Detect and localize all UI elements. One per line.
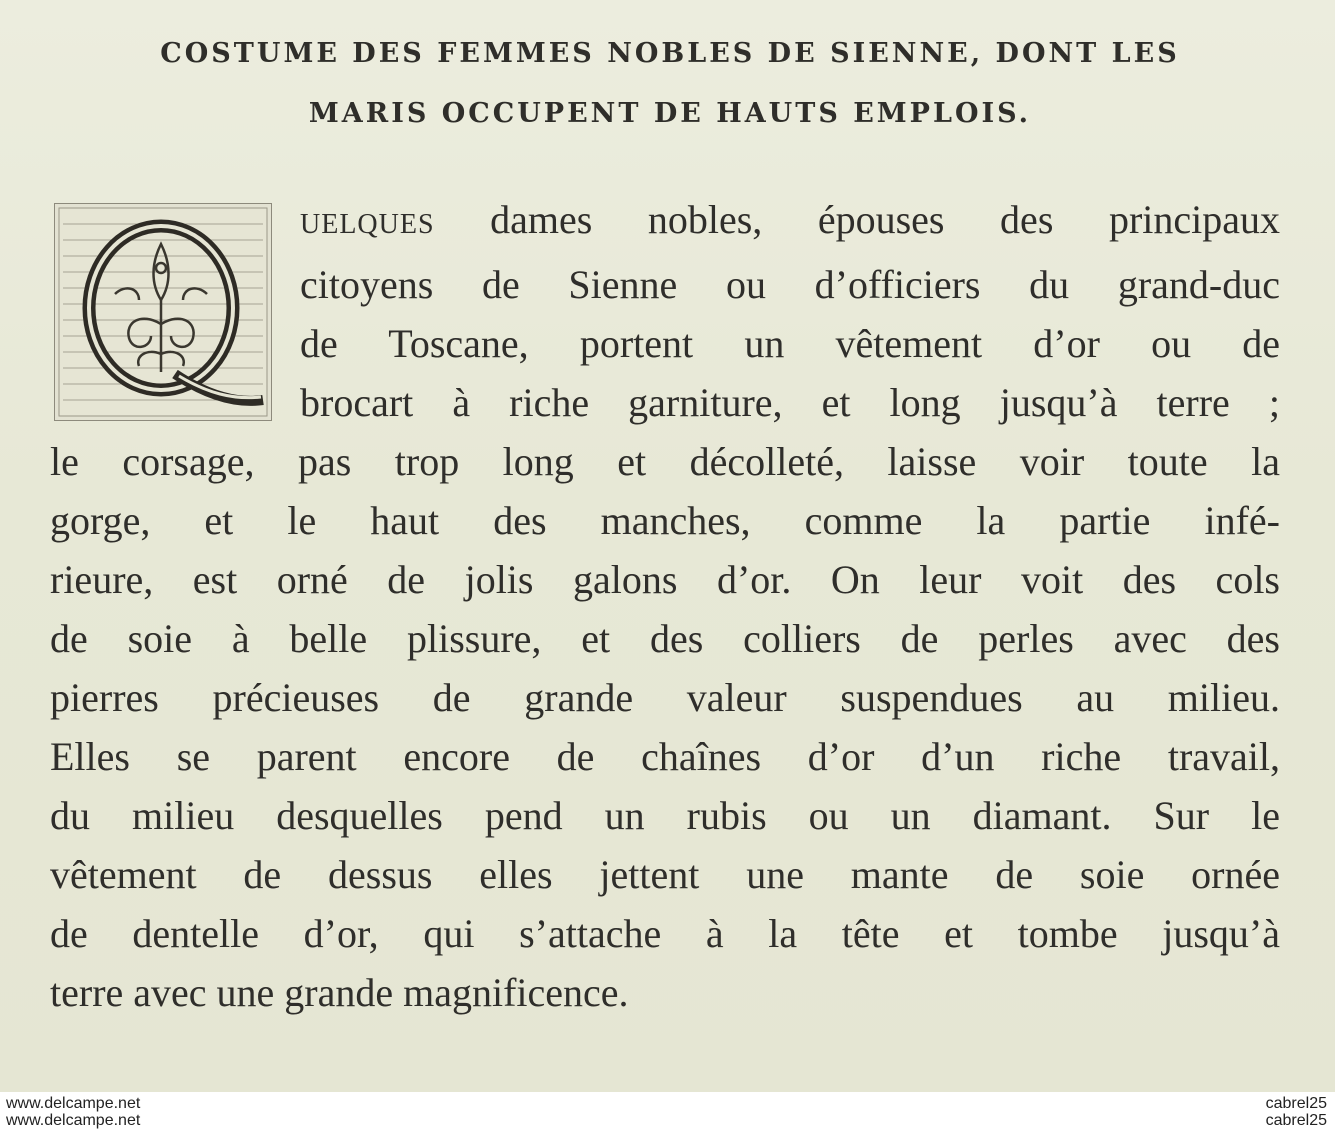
watermark-site-2: www.delcampe.net [6, 1112, 141, 1129]
paragraph-line-2: citoyens de Sienne ou d’officiers du grand-duc [300, 262, 1280, 307]
paragraph-line-10: Elles se parent encore de chaînes d’or d’un riche travail, [50, 734, 1280, 779]
paragraph-line-9: pierres précieuses de grande valeur suspendues au milieu. [50, 675, 1280, 720]
page-title-line-2: MARIS OCCUPENT DE HAUTS EMPLOIS. [308, 98, 1032, 129]
paragraph-line-12: vêtement de dessus elles jettent une mante de soie ornée [50, 852, 1280, 897]
paragraph-line-14: terre avec une grande magnificence. [50, 970, 629, 1015]
decorated-initial-q [54, 203, 272, 421]
paragraph-line-5: le corsage, pas trop long et décolleté, laisse voir toute la [50, 439, 1280, 484]
watermark-bar [0, 1092, 1335, 1132]
paragraph-line-11: du milieu desquelles pend un rubis ou un diamant. Sur le [50, 793, 1280, 838]
paragraph-line-1-text: dames nobles, épouses des principaux [434, 197, 1280, 242]
paragraph-line-8: de soie à belle plissure, et des colliers de perles avec des [50, 616, 1280, 661]
lead-smallcaps: UELQUES [300, 209, 435, 240]
paragraph-line-3: de Toscane, portent un vêtement d’or ou de [300, 321, 1280, 366]
paragraph-line-6: gorge, et le haut des manches, comme la partie infé- [50, 498, 1280, 543]
page-title-line-1: COSTUME DES FEMMES NOBLES DE SIENNE, DONT LES [160, 38, 1180, 69]
paragraph-line-4: brocart à riche garniture, et long jusqu’à terre ; [300, 380, 1280, 425]
watermark-site-1: www.delcampe.net [6, 1095, 141, 1112]
watermark-seller-2: cabrel25 [1265, 1112, 1327, 1129]
watermark-seller-1: cabrel25 [1265, 1095, 1327, 1112]
paragraph-line-13: de dentelle d’or, qui s’attache à la tête et tombe jusqu’à [50, 911, 1280, 956]
ornament-q-icon [55, 204, 271, 420]
paragraph-line-1 [300, 196, 1280, 249]
paragraph-line-7: rieure, est orné de jolis galons d’or. On leur voit des cols [50, 557, 1280, 602]
